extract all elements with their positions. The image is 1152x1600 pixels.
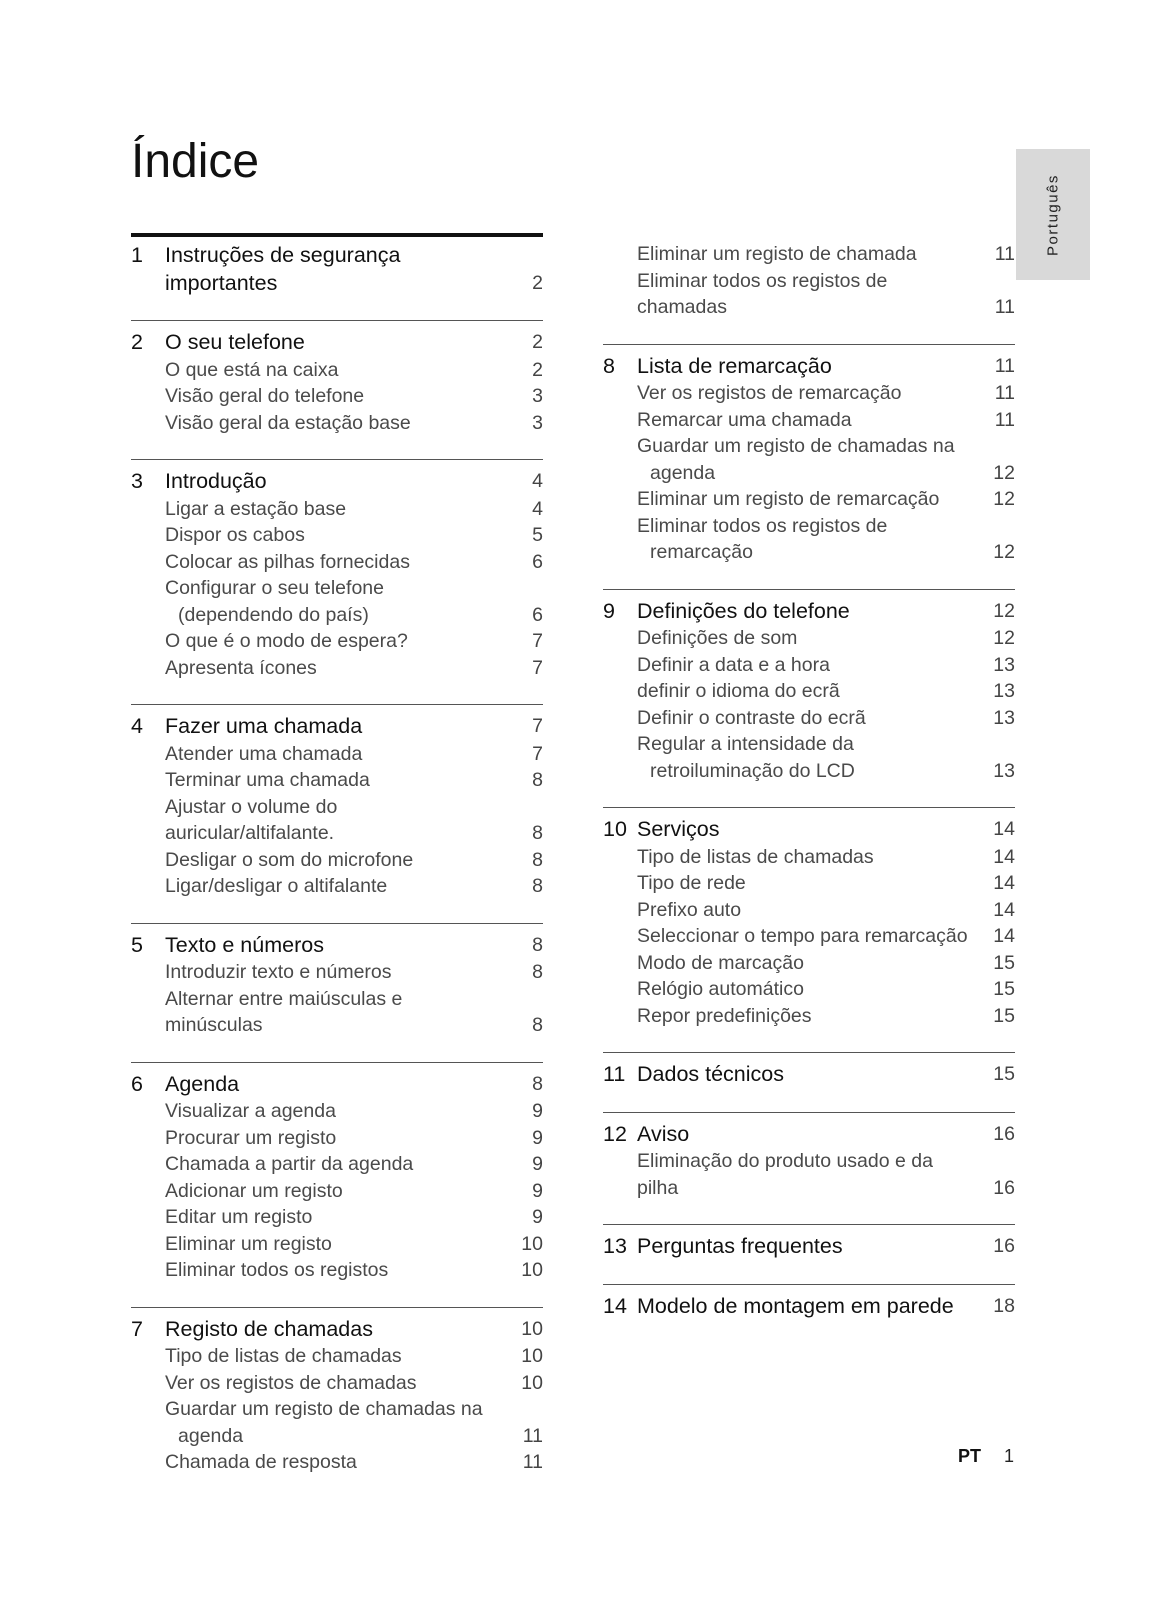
toc-entry-text: Chamada de resposta <box>165 1451 357 1473</box>
toc-section <box>603 1052 1015 1112</box>
toc-entry[interactable] <box>603 513 1015 566</box>
toc-entry-page-number: 12 <box>993 541 1015 563</box>
toc-entry[interactable] <box>131 1257 543 1284</box>
section-title <box>603 353 1015 381</box>
section-page-number: 10 <box>521 1317 543 1340</box>
toc-entry-page-number: 8 <box>532 848 543 871</box>
footer-page-number: 1 <box>1004 1446 1015 1466</box>
toc-entry-text-continued: (dependendo do país) <box>178 603 369 626</box>
section-heading[interactable] <box>131 1316 543 1344</box>
toc-entry-label <box>131 873 543 900</box>
section-title <box>603 598 1015 626</box>
toc-entry[interactable] <box>131 1098 543 1125</box>
toc-entry-label <box>131 357 543 384</box>
toc-entry[interactable] <box>131 959 543 986</box>
toc-entry-page-number: 12 <box>993 627 1015 649</box>
toc-entry-text: O que é o modo de espera? <box>165 630 408 652</box>
toc-entry-page-number: 9 <box>532 1206 543 1228</box>
toc-entry-label <box>131 1098 543 1125</box>
section-page-number: 14 <box>993 818 1015 840</box>
toc-entry-text: Regular a intensidade da <box>637 733 854 755</box>
toc-entry-page-number: 9 <box>532 1100 543 1122</box>
toc-entry-text: Terminar uma chamada <box>165 769 370 791</box>
toc-entry-page-number: 15 <box>993 951 1015 974</box>
toc-entry-page-number: 6 <box>532 603 543 626</box>
toc-entry-text: Desligar o som do microfone <box>165 848 414 871</box>
section-title-text: Modelo de montagem em parede <box>637 1293 954 1318</box>
toc-entry-page-number: 9 <box>532 1179 543 1202</box>
toc-entry[interactable] <box>131 1343 543 1370</box>
toc-entry-text: Atender uma chamada <box>165 742 363 765</box>
toc-entry[interactable] <box>131 383 543 410</box>
section-title <box>603 1233 1015 1261</box>
section-heading[interactable] <box>603 1293 1015 1321</box>
toc-entry[interactable] <box>131 357 543 384</box>
section-title-text: Fazer uma chamada <box>165 714 363 738</box>
toc-entry-label <box>131 847 543 874</box>
toc-entry-label <box>131 741 543 768</box>
toc-entry-text-continued: remarcação <box>650 541 753 563</box>
toc-entry[interactable] <box>603 1003 1015 1030</box>
toc-entry-page-number: 10 <box>521 1371 543 1394</box>
toc-entry-label <box>131 1449 543 1476</box>
toc-entry-text-continued: agenda <box>650 461 716 484</box>
toc-entry[interactable] <box>131 873 543 900</box>
section-page-number: 18 <box>993 1294 1015 1317</box>
toc-entry-page-number: 9 <box>532 1126 543 1149</box>
section-page-number: 12 <box>993 599 1015 622</box>
toc-section <box>603 344 1015 589</box>
toc-entry[interactable] <box>603 380 1015 407</box>
section-heading[interactable] <box>131 329 543 357</box>
toc-entry-label <box>603 380 1015 407</box>
section-title <box>603 1061 1015 1089</box>
toc-entry-label <box>603 1148 1015 1201</box>
toc-entry-page-number: 8 <box>532 769 543 791</box>
toc-entry-page-number: 15 <box>993 978 1015 1000</box>
toc-entry-text: Editar um registo <box>165 1206 313 1228</box>
toc-entry[interactable] <box>131 1449 543 1476</box>
toc-entry-label <box>131 794 543 847</box>
toc-entry-page-number: 4 <box>532 497 543 520</box>
toc-entry-page-number: 13 <box>993 706 1015 729</box>
toc-entry-label <box>131 1125 543 1152</box>
section-heading[interactable] <box>131 932 543 960</box>
section-number: 2 <box>131 330 143 354</box>
toc-section <box>603 1112 1015 1225</box>
toc-entry-page-number: 11 <box>522 1451 543 1473</box>
toc-entry[interactable] <box>131 628 543 655</box>
toc-entry[interactable] <box>131 741 543 768</box>
section-title <box>131 713 543 741</box>
toc-section <box>131 320 543 459</box>
section-title <box>603 816 1015 844</box>
toc-entry-page-number: 10 <box>521 1259 543 1281</box>
toc-entry[interactable] <box>131 1370 543 1397</box>
section-heading[interactable] <box>131 1071 543 1099</box>
toc-entry[interactable] <box>131 575 543 628</box>
section-title-text: Texto e números <box>165 932 324 957</box>
toc-entry[interactable] <box>131 1178 543 1205</box>
toc-entry-page-number: 11 <box>994 382 1015 404</box>
toc-entry-page-number: 3 <box>532 411 543 434</box>
toc-entry-text: definir o idioma do ecrã <box>637 680 840 702</box>
toc-entry-label <box>603 844 1015 871</box>
toc-entry[interactable] <box>131 1125 543 1152</box>
toc-entry-label <box>131 986 543 1039</box>
section-heading[interactable] <box>131 468 543 496</box>
toc-entry-text: Ligar/desligar o altifalante <box>165 875 388 897</box>
toc-entry[interactable] <box>131 986 543 1039</box>
toc-entry[interactable] <box>603 652 1015 679</box>
toc-entry-text: Eliminação do produto usado e da pilha <box>637 1150 933 1199</box>
section-page-number: 8 <box>532 933 543 956</box>
section-number: 13 <box>603 1234 627 1258</box>
toc-entry-text: Adicionar um registo <box>165 1179 343 1202</box>
section-title-text: Perguntas frequentes <box>637 1234 843 1258</box>
toc-left-column <box>131 233 543 1499</box>
toc-entry[interactable] <box>603 897 1015 924</box>
toc-entry[interactable] <box>603 976 1015 1003</box>
toc-entry[interactable] <box>131 1231 543 1258</box>
toc-entry[interactable] <box>131 549 543 576</box>
toc-entry-label <box>131 1343 543 1370</box>
section-title-text: Dados técnicos <box>637 1062 784 1086</box>
toc-entry-text: Modo de marcação <box>637 951 804 974</box>
toc-entry-text: Tipo de listas de chamadas <box>637 845 874 868</box>
toc-entry[interactable] <box>131 655 543 682</box>
section-title-text: Instruções de segurança <box>165 243 401 267</box>
toc-entry-page-number: 8 <box>532 1014 543 1036</box>
page-title: Índice <box>131 135 260 188</box>
section-title <box>131 1316 543 1344</box>
toc-entry[interactable] <box>603 950 1015 977</box>
toc-entry-page-number: 8 <box>532 875 543 897</box>
toc-entry-page-number: 14 <box>993 845 1015 868</box>
section-number: 1 <box>131 243 143 267</box>
toc-entry[interactable] <box>131 410 543 437</box>
toc-entry-text: Dispor os cabos <box>165 524 305 546</box>
toc-entry[interactable] <box>603 678 1015 705</box>
toc-entry-text: Ver os registos de chamadas <box>165 1371 417 1394</box>
toc-entry-text: Guardar um registo de chamadas na <box>165 1398 483 1420</box>
section-title-text: O seu telefone <box>165 330 305 354</box>
toc-entry[interactable] <box>603 923 1015 950</box>
toc-entry-label <box>603 652 1015 679</box>
toc-entry-page-number: 15 <box>993 1004 1015 1027</box>
section-number: 6 <box>131 1071 143 1096</box>
section-heading[interactable] <box>603 1233 1015 1261</box>
section-title-text: Lista de remarcação <box>637 353 832 378</box>
section-heading[interactable] <box>603 1061 1015 1089</box>
section-page-number: 8 <box>532 1072 543 1095</box>
toc-entry-page-number: 2 <box>532 358 543 381</box>
toc-entry-text: Tipo de listas de chamadas <box>165 1345 402 1367</box>
toc-entry[interactable] <box>603 486 1015 513</box>
section-number: 10 <box>603 817 627 841</box>
toc-entry-label <box>131 959 543 986</box>
section-number: 4 <box>131 714 143 738</box>
language-tab-label: Português <box>1044 173 1062 256</box>
toc-section <box>603 1284 1015 1344</box>
toc-entry[interactable] <box>603 844 1015 871</box>
toc-entry-text: Prefixo auto <box>637 898 742 921</box>
toc-entry-page-number: 11 <box>994 243 1015 265</box>
toc-section <box>603 807 1015 1052</box>
toc-entry-label <box>131 1178 543 1205</box>
toc-entry-text: Ajustar o volume do auricular/altifalante. <box>165 795 338 844</box>
toc-entry-page-number: 14 <box>993 872 1015 894</box>
toc-entry-page-number: 6 <box>532 550 543 573</box>
toc-entry-text: Visualizar a agenda <box>165 1100 336 1122</box>
toc-entry-page-number: 10 <box>521 1232 543 1255</box>
toc-entry[interactable] <box>131 496 543 523</box>
toc-entry-page-number: 14 <box>993 925 1015 947</box>
toc-entry-label <box>603 433 1015 486</box>
toc-entry-text: Ver os registos de remarcação <box>637 382 902 404</box>
toc-entry-text: Procurar um registo <box>165 1126 337 1149</box>
toc-entry-label <box>131 575 543 628</box>
toc-entry-page-number: 8 <box>532 961 543 983</box>
language-tab <box>1016 149 1090 280</box>
section-heading[interactable] <box>603 353 1015 381</box>
toc-entry-label <box>603 1003 1015 1030</box>
toc-entry-label <box>603 870 1015 897</box>
toc-entry-label <box>131 496 543 523</box>
toc-entry-text: Eliminar todos os registos <box>165 1259 389 1281</box>
toc-entry[interactable] <box>603 731 1015 784</box>
section-title <box>603 1293 1015 1321</box>
toc-entry[interactable] <box>603 1148 1015 1201</box>
toc-entry-text: Guardar um registo de chamadas na <box>637 435 955 457</box>
section-number: 11 <box>603 1062 626 1086</box>
toc-entry[interactable] <box>131 794 543 847</box>
toc-section <box>131 704 543 923</box>
toc-entry-label <box>131 410 543 437</box>
toc-entry-page-number: 14 <box>993 898 1015 921</box>
toc-entry[interactable] <box>603 433 1015 486</box>
toc-entry[interactable] <box>603 625 1015 652</box>
toc-entry[interactable] <box>131 1204 543 1231</box>
section-page-number: 16 <box>993 1122 1015 1145</box>
toc-entry-label <box>603 923 1015 950</box>
section-number: 12 <box>603 1121 627 1146</box>
toc-entry-text: Tipo de rede <box>637 872 746 894</box>
toc-entry-label <box>603 897 1015 924</box>
toc-entry-text: Visão geral do telefone <box>165 385 365 407</box>
section-page-number: 4 <box>532 470 543 492</box>
toc-entry-label <box>131 1396 543 1449</box>
toc-entry-label <box>131 767 543 794</box>
section-heading[interactable] <box>131 713 543 741</box>
toc-entry[interactable] <box>603 705 1015 732</box>
toc-entry-text: Ligar a estação base <box>165 497 347 520</box>
toc-entry-text-continued: agenda <box>178 1424 244 1447</box>
section-number: 8 <box>603 353 615 378</box>
toc-section <box>603 233 1015 344</box>
toc-entry-label <box>603 950 1015 977</box>
toc-entry-text: Remarcar uma chamada <box>637 408 852 431</box>
toc-entry-page-number: 12 <box>993 488 1015 510</box>
footer-language: PT <box>958 1446 982 1466</box>
toc-entry-page-number: 7 <box>532 630 543 652</box>
toc-entry[interactable] <box>131 767 543 794</box>
toc-entry-page-number: 11 <box>994 296 1015 318</box>
section-title <box>131 468 543 496</box>
section-heading[interactable] <box>603 1121 1015 1149</box>
toc-entry-text: Colocar as pilhas fornecidas <box>165 550 410 573</box>
toc-entry-text: Definições de som <box>637 627 798 649</box>
toc-entry-text: Seleccionar o tempo para remarcação <box>637 925 968 947</box>
section-number: 7 <box>131 1316 143 1341</box>
section-title-text: Aviso <box>637 1121 690 1146</box>
toc-entry-text: Definir o contraste do ecrã <box>637 706 866 729</box>
section-title-text: Introdução <box>165 469 267 493</box>
toc-section <box>603 1224 1015 1284</box>
toc-entry-text: Eliminar um registo <box>165 1232 332 1255</box>
toc-entry-label <box>131 1370 543 1397</box>
toc-entry-label <box>603 731 1015 784</box>
toc-entry-text: Eliminar todos os registos de <box>637 514 888 537</box>
toc-entry-text: Definir a data e a hora <box>637 653 830 676</box>
toc-entry[interactable] <box>603 268 1015 321</box>
toc-entry-page-number: 7 <box>532 742 543 765</box>
toc-entry-label <box>603 513 1015 566</box>
toc-entry-page-number: 13 <box>993 759 1015 782</box>
section-heading[interactable] <box>603 598 1015 626</box>
section-page-number: 11 <box>994 354 1015 377</box>
toc-entry-label <box>131 1257 543 1284</box>
toc-entry-label <box>131 655 543 682</box>
section-title <box>131 329 543 357</box>
toc-entry-text: Eliminar um registo de chamada <box>637 243 917 265</box>
toc-entry-label <box>603 407 1015 434</box>
toc-entry-page-number: 3 <box>532 385 543 407</box>
section-heading[interactable] <box>131 242 543 297</box>
toc-section <box>603 589 1015 808</box>
toc-entry-label <box>131 383 543 410</box>
section-page-number: 2 <box>532 331 543 353</box>
toc-entry-text: Apresenta ícones <box>165 656 317 679</box>
toc-entry-label <box>603 486 1015 513</box>
toc-entry-label <box>131 1151 543 1178</box>
section-page-number: 16 <box>993 1235 1015 1257</box>
section-page-number: 7 <box>532 715 543 737</box>
toc-entry[interactable] <box>131 847 543 874</box>
toc-entry-label <box>131 1231 543 1258</box>
toc-entry-page-number: 12 <box>993 461 1015 484</box>
section-title <box>131 1071 543 1099</box>
section-title-text: Registo de chamadas <box>165 1316 373 1341</box>
toc-right-column <box>603 233 1015 1343</box>
section-page-number: 15 <box>993 1063 1015 1085</box>
toc-entry[interactable] <box>131 1396 543 1449</box>
toc-entry-page-number: 5 <box>532 524 543 546</box>
toc-entry-label <box>603 678 1015 705</box>
toc-entry-label <box>603 625 1015 652</box>
toc-entry-text: Eliminar todos os registos de chamadas <box>637 269 888 318</box>
toc-entry-text: O que está na caixa <box>165 358 339 381</box>
section-title <box>131 932 543 960</box>
toc-section <box>131 1307 543 1499</box>
toc-entry-label <box>131 1204 543 1231</box>
toc-entry-page-number: 13 <box>993 680 1015 702</box>
toc-entry-label <box>603 268 1015 321</box>
section-title <box>603 1121 1015 1149</box>
section-title-text: Serviços <box>637 817 720 841</box>
toc-entry-text: Configurar o seu telefone <box>165 577 384 599</box>
section-number: 3 <box>131 469 143 493</box>
section-number: 5 <box>131 932 143 957</box>
section-title-text: Definições do telefone <box>637 598 850 623</box>
toc-entry[interactable] <box>603 870 1015 897</box>
toc-entry-page-number: 10 <box>521 1345 543 1367</box>
toc-entry-text-continued: retroiluminação do LCD <box>650 759 855 782</box>
section-page-number: 2 <box>532 271 543 294</box>
toc-entry-page-number: 16 <box>993 1176 1015 1199</box>
toc-entry-text: Visão geral da estação base <box>165 411 411 434</box>
toc-entry[interactable] <box>603 241 1015 268</box>
toc-entry-text: Alternar entre maiúsculas e minúsculas <box>165 987 403 1036</box>
toc-entry-text: Repor predefinições <box>637 1004 812 1027</box>
toc-entry-label <box>603 241 1015 268</box>
section-heading[interactable] <box>603 816 1015 844</box>
toc-entry-page-number: 8 <box>532 822 543 844</box>
toc-entry-page-number: 11 <box>994 408 1015 431</box>
toc-entry-text: Introduzir texto e números <box>165 961 392 983</box>
toc-entry-page-number: 11 <box>522 1424 543 1447</box>
toc-entry-label <box>603 705 1015 732</box>
toc-entry[interactable] <box>131 1151 543 1178</box>
toc-section <box>131 923 543 1062</box>
toc-entry-label <box>603 976 1015 1003</box>
section-title-text: Agenda <box>165 1071 240 1096</box>
section-number: 14 <box>603 1293 627 1318</box>
toc-entry-text: Eliminar um registo de remarcação <box>637 488 940 510</box>
toc-section <box>131 233 543 320</box>
toc-section <box>131 459 543 704</box>
section-title-continued: importantes <box>165 270 278 295</box>
toc-entry-label <box>131 522 543 549</box>
toc-entry[interactable] <box>603 407 1015 434</box>
toc-entry-label <box>131 628 543 655</box>
toc-entry-page-number: 13 <box>993 653 1015 676</box>
toc-entry-page-number: 7 <box>532 656 543 679</box>
toc-entry-page-number: 9 <box>532 1153 543 1175</box>
section-title <box>131 242 543 297</box>
toc-entry[interactable] <box>131 522 543 549</box>
section-number: 9 <box>603 598 615 623</box>
toc-section <box>131 1062 543 1307</box>
toc-entry-label <box>131 549 543 576</box>
toc-entry-text: Chamada a partir da agenda <box>165 1153 414 1175</box>
toc-entry-text: Relógio automático <box>637 978 804 1000</box>
